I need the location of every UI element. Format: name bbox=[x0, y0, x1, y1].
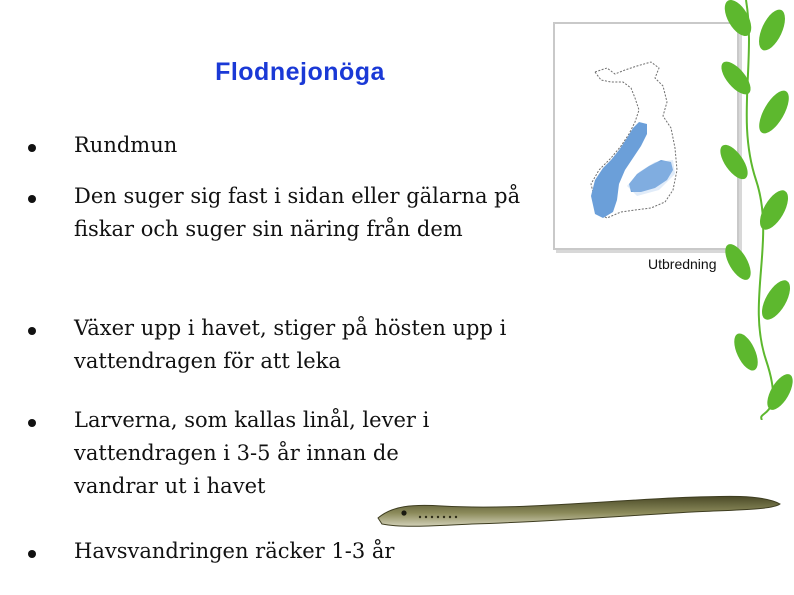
bullet-text: Den suger sig fast i sidan eller gälarna på fiskar och suger sin näring från dem bbox=[74, 184, 521, 241]
vine-decoration-icon bbox=[716, 0, 794, 420]
bullet-dot-icon bbox=[28, 195, 36, 203]
bullet-text: Rundmun bbox=[74, 133, 178, 157]
slide-title: Flodnejonöga bbox=[215, 58, 385, 86]
bullet-dot-icon bbox=[28, 144, 36, 152]
finland-map-icon bbox=[555, 24, 737, 248]
bullet-dot-icon bbox=[28, 327, 36, 335]
bullet-text: Växer upp i havet, stiger på hösten upp i vattendragen för att leka bbox=[74, 316, 507, 373]
bullet-text: Larverna, som kallas linål, lever i vattendragen i 3-5 år innan de vandrar ut i havet bbox=[74, 408, 430, 498]
distribution-map bbox=[553, 22, 739, 250]
map-caption: Utbredning bbox=[648, 256, 717, 272]
bullet-text: Havsvandringen räcker 1-3 år bbox=[74, 539, 395, 563]
bullet-dot-icon bbox=[28, 550, 36, 558]
bullet-dot-icon bbox=[28, 419, 36, 427]
lamprey-image bbox=[372, 488, 784, 548]
